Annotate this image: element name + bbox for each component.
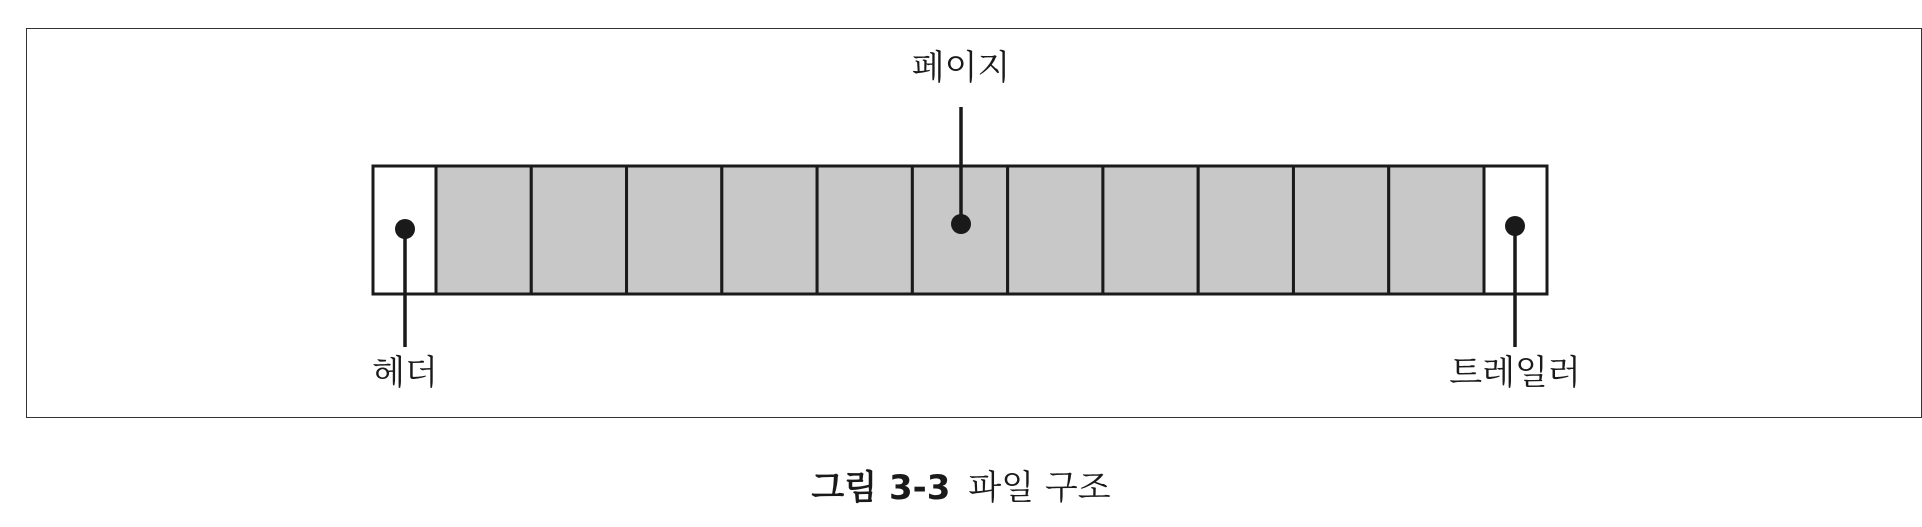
file-structure-diagram: [27, 29, 1922, 419]
header-label: 헤더: [372, 353, 438, 393]
page-cell: [627, 166, 722, 294]
figure-frame: [26, 28, 1922, 418]
page-cell: [436, 166, 531, 294]
page-cell: [817, 166, 912, 294]
page-cell: [1198, 166, 1293, 294]
caption-number: 그림 3-3: [811, 468, 951, 508]
page-pointer-dot: [951, 214, 971, 234]
caption-title: 파일 구조: [968, 468, 1111, 508]
page-cell: [1389, 166, 1484, 294]
page-cell: [1103, 166, 1198, 294]
page-cell: [1293, 166, 1388, 294]
page-cell: [531, 166, 626, 294]
figure-caption: [0, 460, 1922, 509]
page-cell: [1008, 166, 1103, 294]
page-cell: [722, 166, 817, 294]
trailer-label: 트레일러: [1449, 353, 1581, 393]
page-label: 페이지: [911, 48, 1011, 88]
